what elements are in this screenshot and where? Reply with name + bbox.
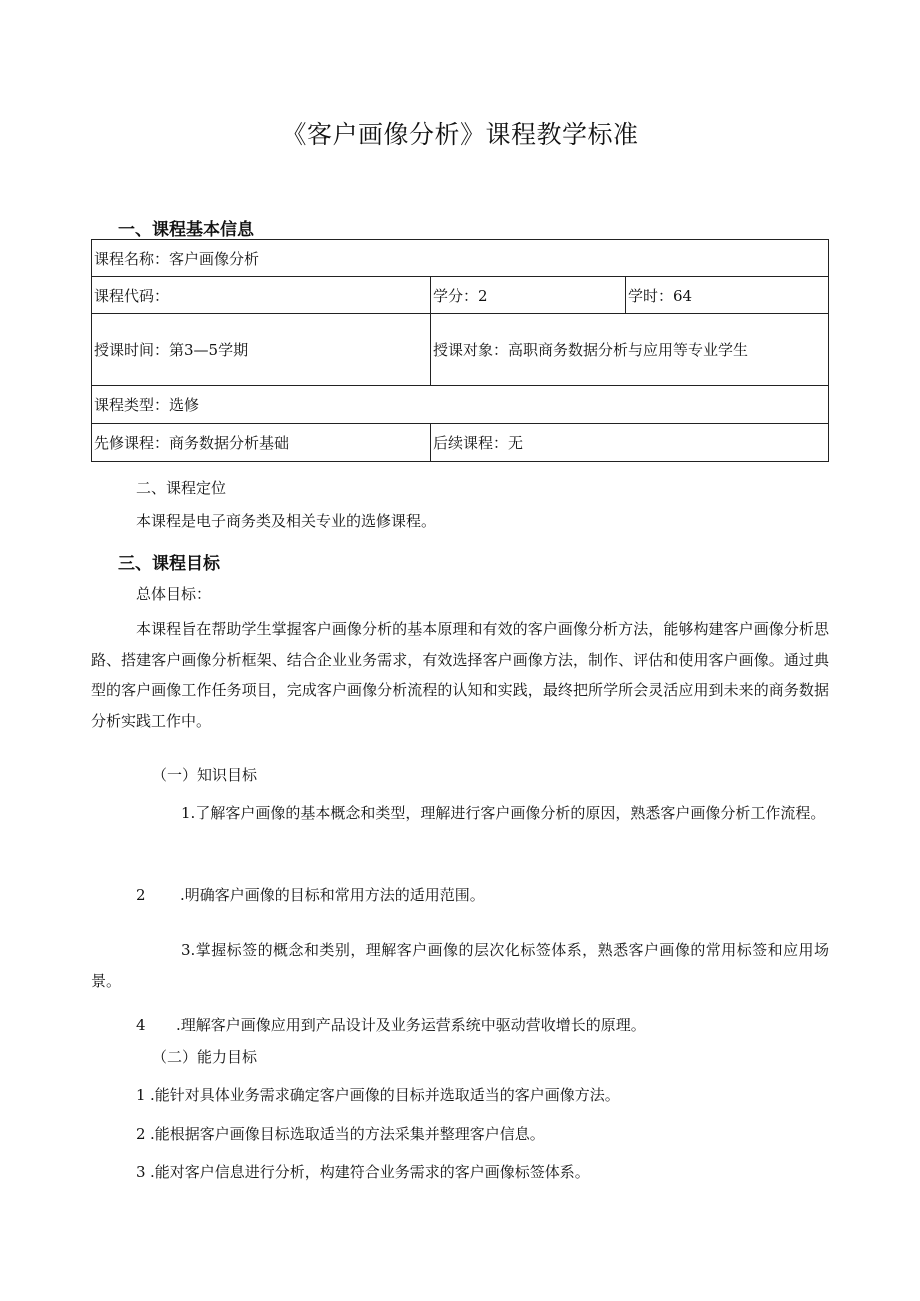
- item-number: 1: [181, 804, 191, 822]
- hours-cell: 学时：64: [626, 277, 829, 314]
- knowledge-item: [91, 798, 829, 829]
- item-number: 2: [136, 886, 146, 904]
- item-text: .能对客户信息进行分析，构建符合业务需求的客户画像标签体系。: [150, 1163, 590, 1181]
- item-number: 2: [136, 1125, 146, 1143]
- item-text: .了解客户画像的基本概念和类型，理解进行客户画像分析的原因，熟悉客户画像分析工作流程。: [190, 804, 826, 822]
- course-info-table: [91, 239, 829, 462]
- section-heading-basic-info: 一、课程基本信息: [118, 220, 254, 240]
- overall-goal-text: 本课程旨在帮助学生掌握客户画像分析的基本原理和有效的客户画像分析方法，能够构建客户画像分析思路、搭建客户画像分析框架、结合企业业务需求，有效选择客户画像方法，制作、评估和使用客户画像。通过典型的客户画像工作任务项目，完成客户画像分析流程的认知和实践，最终把所学所会灵活应用到未来的商务数据分析实践工作中。: [91, 620, 829, 730]
- knowledge-item: [91, 880, 829, 911]
- ability-goals-heading: （二）能力目标: [152, 1048, 258, 1066]
- teaching-target-cell: 授课对象：高职商务数据分析与应用等专业学生: [431, 314, 829, 386]
- item-text: .理解客户画像应用到产品设计及业务运营系统中驱动营收增长的原理。: [176, 1016, 646, 1034]
- knowledge-item: [91, 935, 829, 996]
- item-text: .明确客户画像的目标和常用方法的适用范围。: [180, 886, 485, 904]
- course-name-cell: 课程名称：客户画像分析: [92, 240, 829, 277]
- ability-item: [91, 1080, 829, 1111]
- section-heading-positioning: 二、课程定位: [136, 479, 227, 497]
- overall-goal-label: 总体目标：: [136, 585, 212, 603]
- ability-item: [91, 1157, 829, 1188]
- knowledge-goals-heading: （一）知识目标: [152, 766, 258, 784]
- item-number: 3: [136, 1163, 146, 1181]
- item-number: 4: [136, 1016, 146, 1034]
- item-number: 3: [181, 941, 191, 959]
- positioning-text: 本课程是电子商务类及相关专业的选修课程。: [136, 512, 437, 530]
- section-heading-objectives: 三、课程目标: [118, 554, 220, 574]
- course-type-cell: 课程类型：选修: [92, 386, 829, 424]
- follow-up-cell: 后续课程：无: [431, 424, 829, 462]
- prerequisite-cell: 先修课程：商务数据分析基础: [92, 424, 431, 462]
- document-title: 《客户画像分析》课程教学标准: [281, 120, 639, 149]
- course-code-cell: 课程代码：: [92, 277, 431, 314]
- item-text: .能根据客户画像目标选取适当的方法采集并整理客户信息。: [150, 1125, 545, 1143]
- item-number: 1: [136, 1086, 146, 1104]
- ability-item: [91, 1119, 829, 1150]
- item-text: .掌握标签的概念和类别，理解客户画像的层次化标签体系，熟悉客户画像的常用标签和应用场景。: [91, 941, 829, 990]
- item-text: .能针对具体业务需求确定客户画像的目标并选取适当的客户画像方法。: [150, 1086, 620, 1104]
- teaching-time-cell: 授课时间：第3—5学期: [92, 314, 431, 386]
- knowledge-item: [91, 1010, 829, 1041]
- credit-cell: 学分：2: [431, 277, 626, 314]
